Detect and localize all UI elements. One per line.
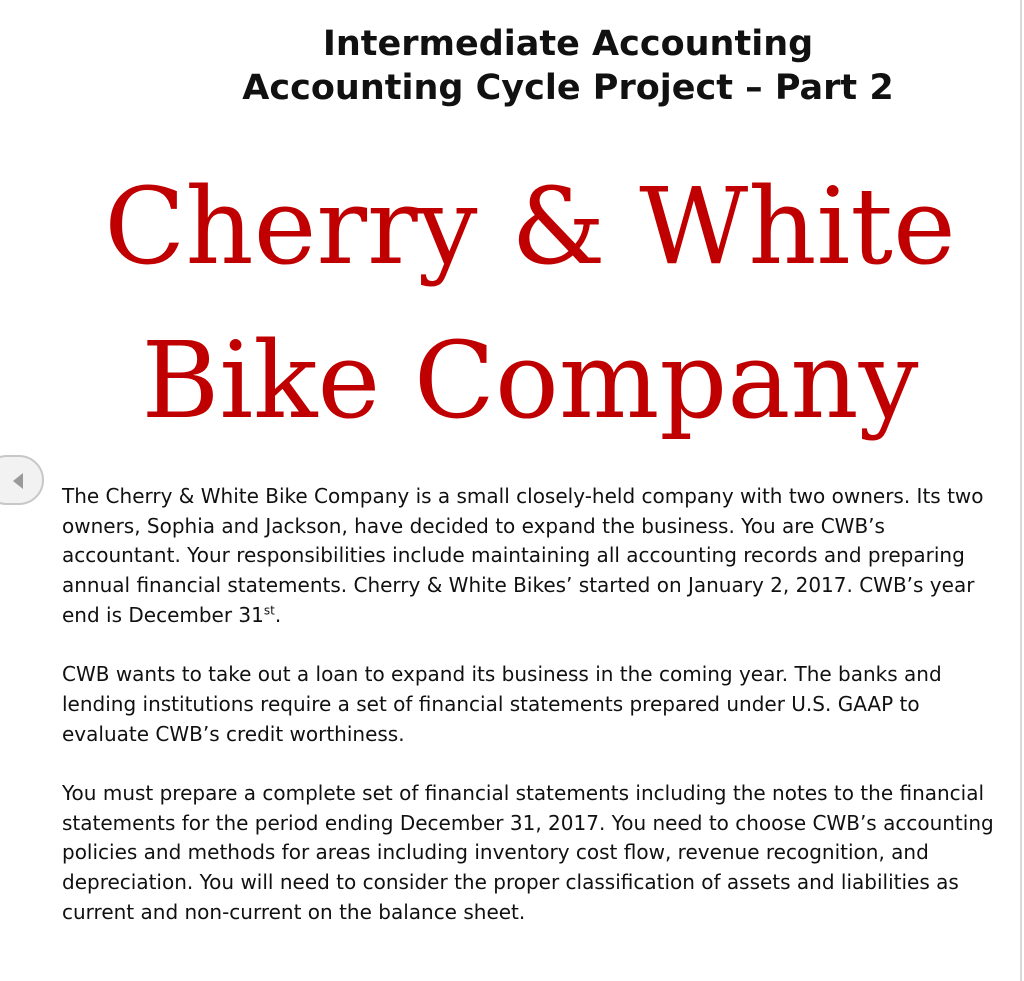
title-line-1: Cherry & White <box>104 165 956 288</box>
header-line-1: Intermediate Accounting <box>322 24 814 64</box>
page-header <box>0 22 1024 110</box>
header-line-2: Accounting Cycle Project – Part 2 <box>242 68 894 108</box>
body-text <box>62 482 1007 957</box>
paragraph-requirements: You must prepare a complete set of financial statements including the notes to the financial statements for the period ending December 31, 2017. You need to choose CWB’s accounting policies and methods for areas including inventory cost flow, revenue recognition, and depreciation. You will need to consider the proper classification of assets and liabilities as current and non-current on the balance sheet. <box>62 781 994 924</box>
title-line-2: Bike Company <box>141 319 919 442</box>
ordinal-suffix: st <box>263 603 275 618</box>
chevron-left-icon <box>10 471 26 491</box>
company-title <box>60 150 1000 458</box>
paragraph-intro <box>62 482 1007 631</box>
paragraph-intro-text: The Cherry & White Bike Company is a small closely-held company with two owners. Its two owners, Sophia and Jackson, have decided to expand the business. You are CWB’s accountant. Your responsibilities include maintaining all accounting records and preparing annual financial statements. Cherry & White Bikes’ started on January 2, 2017. CWB’s year end is December 31 <box>62 484 984 627</box>
paragraph-intro-end: . <box>274 602 282 627</box>
paragraph-loan: CWB wants to take out a loan to expand its business in the coming year. The banks and lending institutions require a set of financial statements prepared under U.S. GAAP to evaluate CWB’s credit worthiness. <box>62 662 942 746</box>
